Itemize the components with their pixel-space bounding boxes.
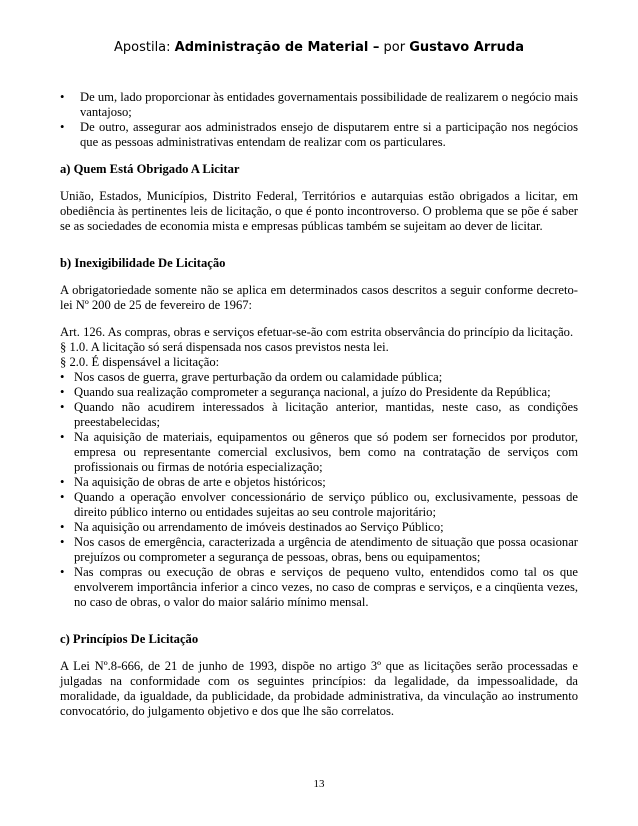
list-item-text: De outro, assegurar aos administrados ensejo de disputarem entre si a participação nos negócios que as pessoas administrativas entendam de realizar com os particulares. bbox=[80, 120, 578, 149]
header-by: por bbox=[383, 40, 406, 55]
bullet-icon: • bbox=[60, 120, 65, 134]
section-c-heading: c) Princípios De Licitação bbox=[60, 632, 199, 646]
list-item-text: Nos casos de guerra, grave perturbação da ordem ou calamidade pública; bbox=[74, 370, 443, 384]
list-item bbox=[60, 535, 578, 565]
bullet-icon: • bbox=[60, 520, 65, 534]
list-item bbox=[60, 90, 578, 120]
page-number: 13 bbox=[313, 778, 325, 790]
intro-bullet-list bbox=[60, 90, 578, 150]
list-item-text: Quando sua realização comprometer a segurança nacional, a juízo do Presidente da República; bbox=[74, 385, 551, 399]
header-title: Administração de Material – bbox=[174, 40, 380, 55]
list-item-text: Na aquisição de obras de arte e objetos históricos; bbox=[74, 475, 326, 489]
bullet-icon: • bbox=[60, 370, 65, 384]
article-line: Art. 126. As compras, obras e serviços efetuar-se-ão com estrita observância do princípio da licitação. bbox=[60, 325, 574, 339]
list-item bbox=[60, 490, 578, 520]
page-header bbox=[0, 40, 638, 55]
list-item-text: Quando não acudirem interessados à licitação anterior, mantidas, neste caso, as condições preestabelecidas; bbox=[74, 400, 578, 429]
section-c-text: A Lei Nº.8-666, de 21 de junho de 1993, dispõe no artigo 3º que as licitações serão processadas e julgadas na conformidade com os seguintes princípios: da legalidade, da impessoalidade, da moralidade, da igualdade, da publicidade, da probidade administrativa, da vinculação ao instrumento convocatório, do julgamento objetivo e dos que lhe são correlatos. bbox=[60, 659, 578, 718]
list-item-text: Nos casos de emergência, caracterizada a urgência de atendimento de situação que possa ocasionar prejuízos ou comprometer a segurança de pessoas, obras, bens ou equipamentos; bbox=[74, 535, 578, 564]
section-b-text: A obrigatoriedade somente não se aplica em determinados casos descritos a seguir conforme decreto-lei Nº 200 de 25 de fevereiro de 1967: bbox=[60, 283, 578, 312]
bullet-icon: • bbox=[60, 490, 65, 504]
bullet-icon: • bbox=[60, 535, 65, 549]
section-a-text: União, Estados, Municípios, Distrito Federal, Territórios e autarquias estão obrigados a licitar, em obediência às pertinentes leis de licitação, o que é ponto incontroverso. O problema que se põe é saber se as sociedades de economia mista e empresas públicas também se sujeitam ao dever de licitar. bbox=[60, 189, 578, 233]
page-content bbox=[60, 90, 578, 719]
article-line: § 2.0. É dispensável a licitação: bbox=[60, 355, 220, 369]
list-item bbox=[60, 370, 578, 385]
header-prefix: Apostila: bbox=[113, 40, 171, 55]
section-a-heading: a) Quem Está Obrigado A Licitar bbox=[60, 162, 240, 176]
bullet-icon: • bbox=[60, 430, 65, 444]
bullet-icon: • bbox=[60, 400, 65, 414]
list-item-text: Na aquisição de materiais, equipamentos ou gêneros que só podem ser fornecidos por produtor, empresa ou representante comercial exclusivos, bem como na contratação de serviços com profissionais ou firmas de notória especialização; bbox=[74, 430, 578, 474]
article-line: § 1.0. A licitação só será dispensada nos casos previstos nesta lei. bbox=[60, 340, 389, 354]
section-b-heading: b) Inexigibilidade De Licitação bbox=[60, 256, 226, 270]
exemption-bullet-list bbox=[60, 370, 578, 610]
list-item bbox=[60, 400, 578, 430]
list-item-text: Quando a operação envolver concessionário de serviço público ou, exclusivamente, pessoas de direito público interno ou entidades sujeitas ao seu controle majoritário; bbox=[74, 490, 578, 519]
list-item-text: Nas compras ou execução de obras e serviços de pequeno vulto, entendidos como tal os que envolverem importância inferior a cinco vezes, no caso de compras e serviços, e a cinqüenta vezes, no caso de obras, o valor do maior salário mínimo mensal. bbox=[74, 565, 578, 609]
bullet-icon: • bbox=[60, 565, 65, 579]
list-item bbox=[60, 430, 578, 475]
list-item-text: Na aquisição ou arrendamento de imóveis destinados ao Serviço Público; bbox=[74, 520, 444, 534]
list-item bbox=[60, 520, 578, 535]
list-item bbox=[60, 120, 578, 150]
header-author: Gustavo Arruda bbox=[409, 40, 524, 55]
bullet-icon: • bbox=[60, 385, 65, 399]
list-item bbox=[60, 475, 578, 490]
bullet-icon: • bbox=[60, 475, 65, 489]
bullet-icon: • bbox=[60, 90, 65, 104]
list-item bbox=[60, 565, 578, 610]
list-item bbox=[60, 385, 578, 400]
list-item-text: De um, lado proporcionar às entidades governamentais possibilidade de realizarem o negócio mais vantajoso; bbox=[80, 90, 578, 119]
